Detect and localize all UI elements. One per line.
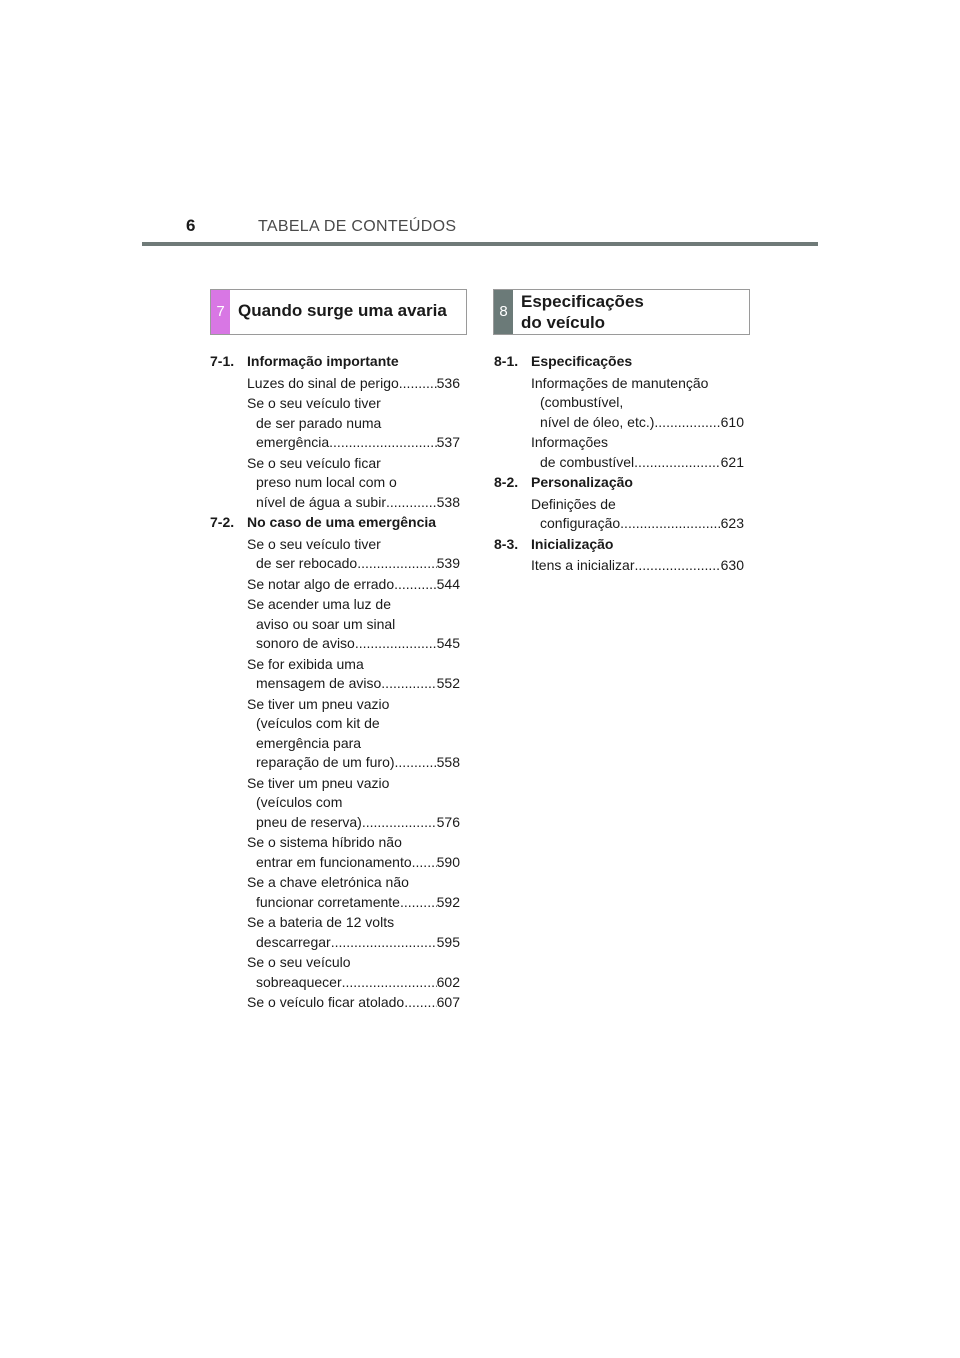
section-title: Inicialização — [531, 535, 614, 552]
page-number: 6 — [186, 216, 196, 235]
page-ref: 537 — [436, 434, 460, 450]
toc-section — [210, 352, 460, 512]
entry-text: Definições de — [531, 495, 616, 512]
entry-last-line — [247, 575, 460, 595]
entry-text: entrar em funcionamento — [256, 853, 412, 870]
entry-text: (combustível, — [540, 394, 624, 410]
entry-last-line — [247, 893, 460, 913]
page-ref: 630 — [720, 557, 744, 573]
page-ref: 536 — [436, 374, 460, 391]
dot-leader — [355, 634, 437, 654]
entry-last-line — [247, 753, 460, 773]
toc-section — [494, 352, 744, 472]
toc-entry[interactable] — [247, 774, 460, 833]
entry-text: funcionar corretamente — [256, 893, 400, 910]
entry-text: Informações — [531, 434, 609, 450]
dot-leader — [620, 514, 720, 534]
dot-leader — [342, 973, 437, 993]
section-number: 8-3. — [494, 535, 519, 552]
section-number: 7-1. — [210, 353, 235, 369]
entry-text: emergência para — [256, 734, 362, 751]
header-title: TABELA DE CONTEÚDOS — [258, 218, 457, 235]
entry-last-line — [247, 674, 460, 694]
dot-leader — [357, 554, 436, 574]
toc-entry[interactable] — [247, 913, 460, 952]
entry-text: sobreaquecer — [256, 973, 342, 990]
dot-leader — [400, 893, 437, 913]
toc-entry[interactable] — [247, 655, 460, 694]
page-ref: 539 — [436, 555, 460, 571]
entry-text: (veículos com — [256, 794, 343, 810]
toc-entry[interactable] — [247, 575, 460, 595]
dot-leader — [331, 933, 437, 953]
section-title: Personalização — [531, 474, 633, 490]
entry-last-line — [247, 973, 460, 993]
toc-section — [494, 535, 744, 576]
page-ref: 544 — [436, 575, 460, 592]
entry-text: pneu de reserva) — [256, 813, 362, 830]
entry-text: descarregar — [256, 933, 331, 950]
section-heading[interactable] — [494, 352, 744, 372]
page-ref: 590 — [436, 853, 460, 870]
dot-leader — [329, 433, 436, 453]
section-title: No caso de uma emergência — [247, 514, 437, 530]
entry-last-line — [247, 933, 460, 953]
dot-leader — [386, 493, 437, 513]
entry-text: aviso ou soar um sinal — [256, 615, 396, 632]
entry-text: Se notar algo de errado — [247, 575, 395, 592]
entry-text: Se o sistema híbrido não — [247, 834, 402, 850]
entry-text: de ser parado numa — [256, 414, 382, 431]
toc-entry[interactable] — [247, 454, 460, 513]
dot-leader — [404, 993, 436, 1013]
dot-leader — [399, 374, 437, 394]
page-ref: 602 — [436, 973, 460, 990]
chapter-7-contents — [210, 352, 460, 1014]
toc-entry[interactable] — [531, 433, 744, 472]
dot-leader — [381, 674, 436, 694]
page-header — [142, 216, 818, 246]
page-ref: 558 — [436, 754, 460, 770]
toc-entry[interactable] — [531, 495, 744, 534]
entry-last-line — [247, 853, 460, 873]
entry-last-line — [247, 493, 460, 513]
page-ref: 610 — [720, 413, 744, 430]
chapter-tab-8: 8 — [494, 290, 513, 334]
toc-entry[interactable] — [247, 595, 460, 654]
section-number: 8-1. — [494, 353, 519, 369]
entry-text: nível de óleo, etc.) — [540, 413, 655, 430]
page-ref: 623 — [720, 515, 744, 531]
entry-last-line — [531, 453, 744, 473]
dot-leader — [394, 575, 437, 595]
toc-entry[interactable] — [247, 873, 460, 912]
chapter-7-banner[interactable] — [210, 289, 467, 335]
toc-entry[interactable] — [247, 993, 460, 1013]
entry-text: Se tiver um pneu vazio — [247, 774, 390, 791]
entry-last-line — [247, 433, 460, 453]
entry-text: configuração — [540, 515, 621, 531]
chapter-title — [521, 291, 721, 333]
page-ref: 538 — [436, 493, 460, 510]
page-ref: 592 — [436, 893, 460, 910]
dot-leader — [634, 453, 720, 473]
section-heading[interactable] — [494, 535, 744, 555]
entry-text: preso num local com o — [256, 474, 397, 490]
toc-section — [494, 473, 744, 534]
entry-last-line — [247, 993, 460, 1013]
entry-text: Se o seu veículo tiver — [247, 535, 381, 552]
section-number: 8-2. — [494, 474, 519, 490]
section-title: Especificações — [531, 353, 633, 369]
page-ref: 552 — [436, 675, 460, 691]
dot-leader — [654, 413, 720, 433]
entry-last-line — [531, 556, 744, 576]
toc-entry[interactable] — [247, 953, 460, 992]
chapter-title-line: Especificações — [521, 292, 644, 311]
entry-text: Se for exibida uma — [247, 655, 364, 672]
entry-text: Se tiver um pneu vazio — [247, 695, 390, 712]
page-ref: 607 — [436, 994, 460, 1010]
section-heading[interactable] — [494, 473, 744, 493]
entry-text: Se o seu veículo — [247, 954, 351, 970]
section-title: Informação importante — [247, 353, 399, 369]
dot-leader — [412, 853, 437, 873]
chapter-title-line: do veículo — [521, 313, 606, 332]
entry-text: Informações de manutenção — [531, 374, 709, 391]
chapter-8-banner[interactable] — [493, 289, 750, 335]
toc-entry[interactable] — [247, 374, 460, 394]
entry-last-line — [531, 413, 744, 433]
toc-entry[interactable] — [247, 695, 460, 773]
entry-last-line — [247, 374, 460, 394]
entry-text: de ser rebocado — [256, 555, 358, 571]
section-heading[interactable] — [210, 513, 460, 533]
entry-text: Luzes do sinal de perigo — [247, 374, 399, 391]
chapter-8-contents — [494, 352, 744, 577]
page-ref: 576 — [436, 813, 460, 830]
toc-entry[interactable] — [247, 535, 460, 574]
entry-text: Se o seu veículo tiver — [247, 395, 381, 411]
entry-text: Se a chave eletrónica não — [247, 874, 409, 890]
chapter-title: Quando surge uma avaria — [238, 301, 447, 320]
entry-text: Se o seu veículo ficar — [247, 454, 381, 471]
dot-leader — [362, 813, 437, 833]
entry-text: Se acender uma luz de — [247, 596, 391, 612]
entry-last-line — [247, 554, 460, 574]
entry-text: (veículos com kit de — [256, 715, 380, 731]
toc-entry[interactable] — [531, 556, 744, 576]
entry-text: nível de água a subir — [256, 493, 386, 510]
toc-entry[interactable] — [247, 394, 460, 453]
entry-text: Se o veículo ficar atolado — [247, 994, 405, 1010]
entry-last-line — [531, 514, 744, 534]
section-heading[interactable] — [210, 352, 460, 372]
section-number: 7-2. — [210, 514, 235, 530]
toc-section — [210, 513, 460, 1013]
entry-text: Se a bateria de 12 volts — [247, 914, 395, 930]
entry-text: de combustível — [540, 453, 635, 470]
entry-text: sonoro de aviso — [256, 635, 355, 651]
page-ref: 595 — [436, 933, 460, 950]
entry-last-line — [247, 634, 460, 654]
entry-text: emergência — [256, 434, 330, 450]
chapter-tab-7: 7 — [211, 290, 230, 334]
toc-entry[interactable] — [531, 374, 744, 433]
entry-last-line — [247, 813, 460, 833]
entry-text: Itens a inicializar — [531, 557, 635, 573]
entry-text: mensagem de aviso — [256, 675, 382, 691]
dot-leader — [635, 556, 721, 576]
dot-leader — [395, 753, 437, 773]
page-ref: 621 — [720, 453, 744, 470]
entry-text: reparação de um furo) — [256, 754, 395, 770]
toc-entry[interactable] — [247, 833, 460, 872]
header-divider — [142, 242, 818, 246]
page-ref: 545 — [436, 635, 460, 651]
